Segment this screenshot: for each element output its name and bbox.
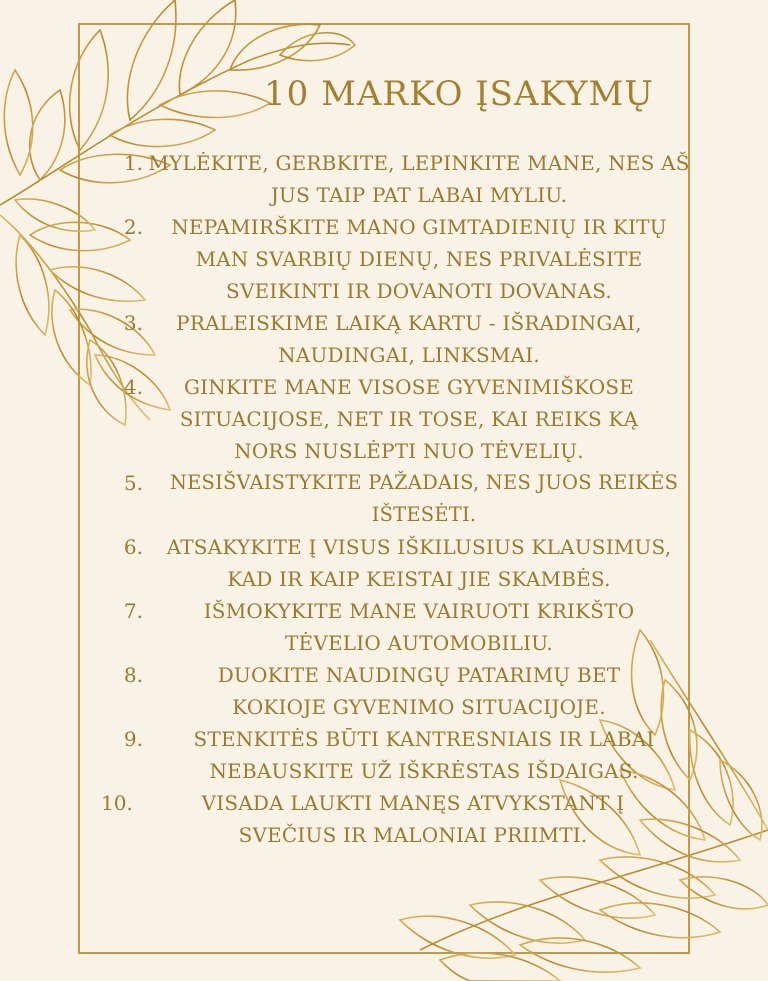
item-number: 2. bbox=[123, 215, 143, 239]
list-item bbox=[95, 531, 695, 595]
item-text: GINKITE MANE VISOSE GYVENIMIŠKOSE SITUACIJOSE, NET IR TOSE, KAI REIKS KĄ NORS NUSLĖPTI NUO TĖVELIŲ. bbox=[179, 375, 639, 463]
item-text: NESIŠVAISTYKITE PAŽADAIS, NES JUOS REIKĖS IŠTESĖTI. bbox=[169, 471, 679, 526]
item-number: 10. bbox=[101, 791, 133, 815]
item-text: MYLĖKITE, GERBKITE, LEPINKITE MANE, NES AŠ JUS TAIP PAT LABAI MYLIU. bbox=[148, 151, 690, 207]
item-number: 9. bbox=[123, 727, 143, 751]
list-item bbox=[95, 371, 695, 467]
list-item bbox=[95, 307, 695, 371]
item-text: IŠMOKYKITE MANE VAIRUOTI KRIKŠTO TĖVELIO AUTOMOBILIU. bbox=[203, 599, 635, 655]
list-item bbox=[95, 723, 695, 787]
item-number: 6. bbox=[123, 535, 143, 559]
list-item bbox=[95, 467, 703, 531]
item-text: ATSAKYKITE Į VISUS IŠKILUSIUS KLAUSIMUS, KAD IR KAIP KEISTAI JIE SKAMBĖS. bbox=[166, 535, 672, 591]
item-number: 7. bbox=[123, 599, 143, 623]
item-number: 1. bbox=[123, 151, 143, 175]
item-text: STENKITĖS BŪTI KANTRESNIAIS IR LABAI NEBAUSKITE UŽ IŠKRĖSTAS IŠDAIGAS. bbox=[193, 727, 655, 783]
item-number: 4. bbox=[123, 375, 143, 399]
list-item bbox=[95, 659, 695, 723]
page-title: 10 MARKO ĮSAKYMŲ bbox=[264, 74, 654, 114]
list-item bbox=[95, 211, 695, 307]
commandments-list bbox=[95, 147, 695, 851]
item-text: DUOKITE NAUDINGŲ PATARIMŲ BET KOKIOJE GYVENIMO SITUACIJOJE. bbox=[217, 663, 621, 719]
list-item bbox=[95, 147, 695, 211]
list-item bbox=[95, 595, 695, 659]
list-item bbox=[95, 787, 695, 851]
item-number: 8. bbox=[123, 663, 143, 687]
item-number: 5. bbox=[123, 471, 143, 495]
item-number: 3. bbox=[123, 311, 143, 335]
item-text: NEPAMIRŠKITE MANO GIMTADIENIŲ IR KITŲ MAN SVARBIŲ DIENŲ, NES PRIVALĖSITE SVEIKINTI IR DOVANOTI DOVANAS. bbox=[171, 215, 667, 303]
item-text: PRALEISKIME LAIKĄ KARTU - IŠRADINGAI, NAUDINGAI, LINKSMAI. bbox=[176, 311, 642, 367]
item-text: VISADA LAUKTI MANĘS ATVYKSTANT Į SVEČIUS IR MALONIAI PRIIMTI. bbox=[201, 791, 625, 847]
